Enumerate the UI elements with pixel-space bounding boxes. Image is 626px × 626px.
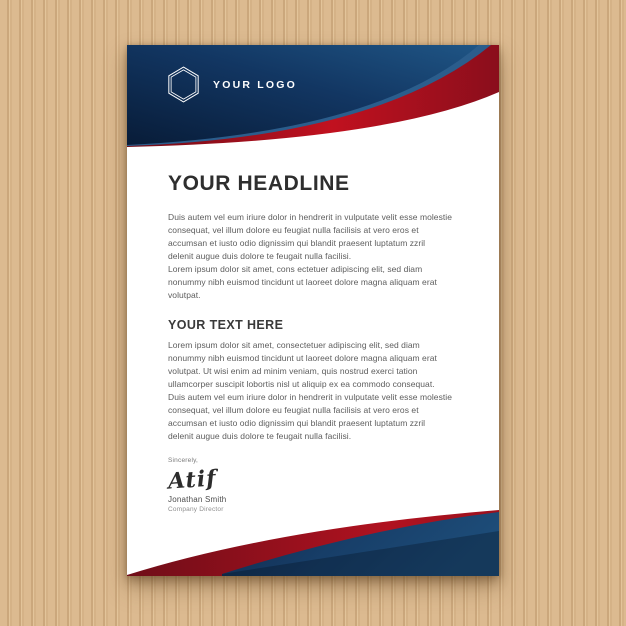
body-paragraphs [168, 339, 473, 443]
text-line: delenit augue duis dolore te feugait nulla facilisi. [168, 431, 352, 441]
signer-name: Jonathan Smith [168, 495, 227, 504]
text-line: Duis autem vel eum iriure dolor in hendrerit in vulputate velit esse molestie [168, 212, 453, 222]
page-title: YOUR HEADLINE [168, 172, 350, 195]
hexagon-logo-icon [167, 66, 200, 103]
footer-wave-graphic [127, 456, 499, 576]
salutation: Sincerely, [168, 457, 199, 464]
section-heading: YOUR TEXT HERE [168, 318, 284, 332]
logo [167, 66, 297, 103]
text-line: Lorem ipsum dolor sit amet, consectetuer adipiscing elit, sed diam [168, 340, 420, 350]
text-line: consequat, vel illum dolore eu feugiat nulla facilisis at vero eros et [168, 405, 419, 415]
text-line: delenit augue duis dolore te feugait nulla facilisi. [168, 251, 352, 261]
text-line: Lorem ipsum dolor sit amet, cons ectetuer adipiscing elit, sed diam [168, 264, 423, 274]
text-line: nonummy nibh euismod tincidunt ut laoreet dolore magna aliquam erat [168, 277, 437, 287]
letterhead-paper [127, 45, 499, 576]
logo-label: YOUR LOGO [213, 78, 297, 91]
handwritten-signature: Atif [167, 465, 218, 495]
letter-content [168, 172, 473, 443]
text-line: consequat, vel illum dolore eu feugiat nulla facilisis at vero eros et [168, 225, 419, 235]
text-line: accumsan et iusto odio dignissim qui blandit praesent luptatum zzril [168, 238, 426, 248]
signer-title: Company Director [168, 506, 224, 513]
intro-paragraphs [168, 211, 473, 302]
text-line: nonummy nibh euismod tincidunt ut laoreet dolore magna aliquam erat [168, 353, 437, 363]
text-line: ullamcorper suscipit lobortis nisl ut aliquip ex ea commodo consequat. [168, 379, 435, 389]
text-line: volutpat. Ut wisi enim ad minim veniam, quis nostrud exerci tation [168, 366, 418, 376]
text-line: Duis autem vel eum iriure dolor in hendrerit in vulputate velit esse molestie [168, 392, 453, 402]
text-line: volutpat. [168, 290, 201, 300]
text-line: accumsan et iusto odio dignissim qui blandit praesent luptatum zzril [168, 418, 426, 428]
